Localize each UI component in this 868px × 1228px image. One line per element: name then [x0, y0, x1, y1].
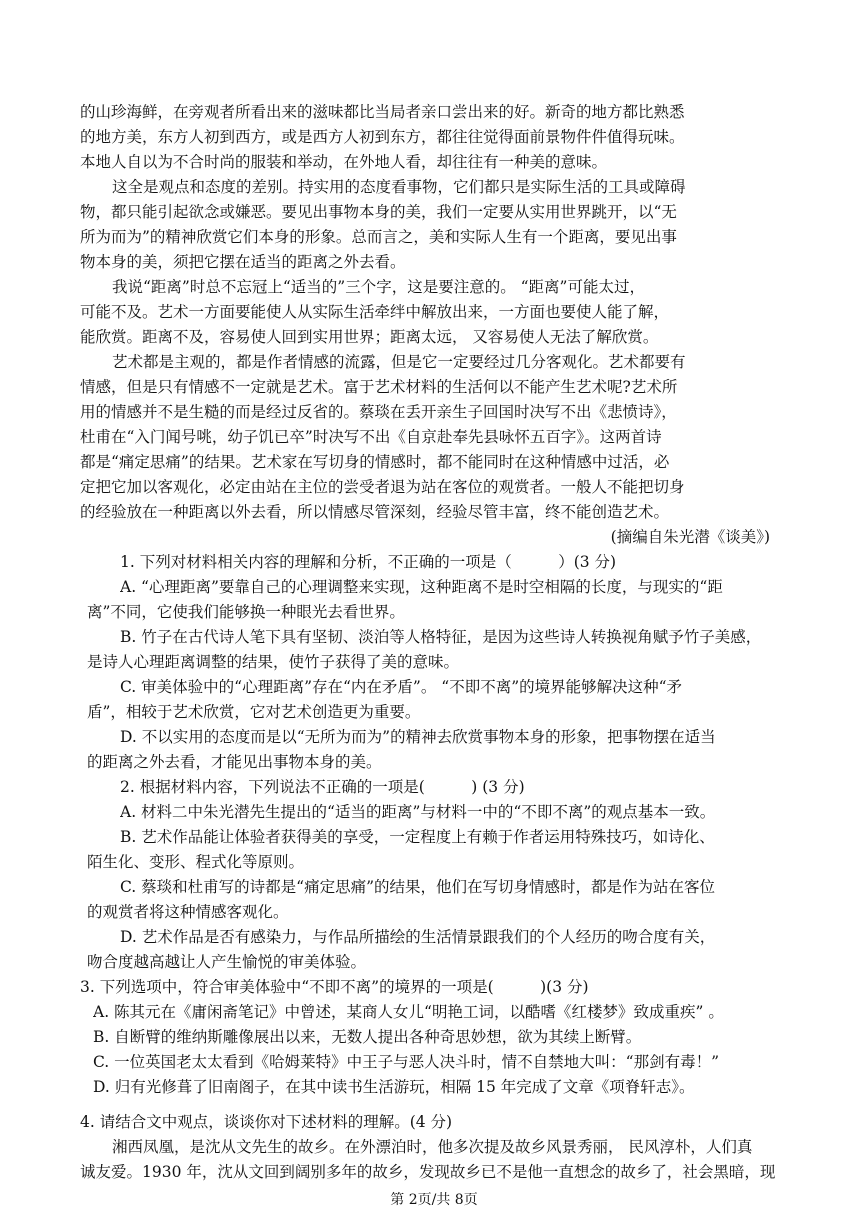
text-line: 的地方美，东方人初到西方，或是西方人初到东方，都往往觉得面前景物件件值得玩味。: [80, 128, 685, 146]
text-line: 本地人自以为不合时尚的服装和举动，在外地人看，却往往有一种美的意味。: [80, 153, 608, 171]
option-b: B. 竹子在古代诗人笔下具有坚韧、淡泊等人格特征，是因为这些诗人转换视角赋予竹子美感，: [120, 628, 762, 646]
text-line: 的经验放在一种距离以外去看，所以情感尽管深刻，经验尽管丰富，终不能创造艺术。: [80, 503, 670, 521]
text-line: 的山珍海鲜，在旁观者所看出来的滋味都比当局者亲口尝出来的好。新奇的地方都比熟悉: [80, 103, 685, 121]
question-2: 2. 根据材料内容，下列说法不正确的一项是( ) (3 分): [120, 778, 525, 796]
text-line: 情感，但是只有情感不一定就是艺术。富于艺术材料的生活何以不能产生艺术呢?艺术所: [80, 378, 678, 396]
text-line: 所为而为”的精神欣赏它们本身的形象。总而言之，美和实际人生有一个距离，要见出事: [80, 228, 677, 246]
option-c: C. 蔡琰和杜甫写的诗都是“痛定思痛”的结果，他们在写切身情感时，都是作为站在客位: [120, 878, 716, 896]
text-line: 杜甫在“入门闻号咷，幼子饥已卒”时决写不出《自京赴奉先县咏怀五百字》。这两首诗: [80, 428, 662, 446]
option-b: B. 自断臂的维纳斯雕像展出以来，无数人提出各种奇思妙想，欲为其续上断臂。: [93, 1028, 642, 1046]
page-number: 第 2页/共 8页: [390, 1192, 478, 1208]
text-line: 是诗人心理距离调整的结果，使竹子获得了美的意味。: [87, 653, 460, 671]
text-line: 我说“距离”时总不忘冠上“适当的”三个字，这是要注意的。 “距离”可能太过，: [112, 278, 645, 296]
option-a: A. 陈其元在《庸闲斋笔记》中曾述，某商人女儿“明艳工词，以酷嗜《红楼梦》致成重疾” 。: [93, 1003, 724, 1021]
question-4: 4. 请结合文中观点，谈谈你对下述材料的理解。(4 分): [80, 1113, 453, 1131]
option-c: C. 审美体验中的“心理距离”存在“内在矛盾”。 “不即不离”的境界能够解决这种“矛: [120, 678, 683, 696]
text-line: 可能不及。艺术一方面要能使人从实际生活牵绊中解放出来，一方面也要使人能了解，: [80, 303, 670, 321]
text-line: 物本身的美，须把它摆在适当的距离之外去看。: [80, 253, 406, 271]
text-line: 都是“痛定思痛”的结果。艺术家在写切身的情感时，都不能同时在这种情感中过活，必: [80, 453, 670, 471]
option-a: A. 材料二中朱光潜先生提出的“适当的距离”与材料一中的“不即不离”的观点基本一致。: [120, 803, 716, 821]
text-line: 艺术都是主观的，都是作者情感的流露，但是它一定要经过几分客观化。艺术都要有: [112, 353, 686, 371]
text-line: 陌生化、变形、程式化等原则。: [87, 853, 305, 871]
text-line: 的距离之外去看，才能见出事物本身的美。: [87, 753, 382, 771]
option-d: D. 不以实用的态度而是以“无所为而为”的精神去欣赏事物本身的形象，把事物摆在适当: [120, 728, 716, 746]
text-line: 这全是观点和态度的差别。持实用的态度看事物，它们都只是实际生活的工具或障碍: [112, 178, 686, 196]
text-line: 的观赏者将这种情感客观化。: [87, 903, 289, 921]
question-1: 1. 下列对材料相关内容的理解和分析，不正确的一项是（ ）(3 分): [120, 553, 617, 571]
text-line: 能欣赏。距离不及，容易使人回到实用世界；距离太远， 又容易使人无法了解欣赏。: [80, 328, 659, 346]
question-3: 3. 下列选项中，符合审美体验中“不即不离”的境界的一项是( )(3 分): [80, 978, 589, 996]
option-d: D. 艺术作品是否有感染力，与作品所描绘的生活情景跟我们的个人经历的吻合度有关，: [120, 928, 716, 946]
option-a: A. “心理距离”要靠自己的心理调整来实现，这种距离不是时空相隔的长度，与现实的“距: [120, 578, 723, 596]
option-d: D. 归有光修葺了旧南阁子，在其中读书生活游玩，相隔 15 年完成了文章《项脊轩志》。: [93, 1078, 695, 1096]
text-line: 吻合度越高越让人产生愉悦的审美体验。: [87, 953, 367, 971]
text-line: 诚友爱。1930 年，沈从文回到阔别多年的故乡，发现故乡已不是他一直想念的故乡了，社会黑暗，现: [80, 1163, 776, 1181]
text-line: 盾”，相较于艺术欣赏，它对艺术创造更为重要。: [87, 703, 421, 721]
text-line: 湘西凤凰，是沈从文先生的故乡。在外漂泊时，他多次提及故乡风景秀丽， 民风淳朴，人们真: [112, 1138, 753, 1156]
text-line: 离”不同，它使我们能够换一种眼光去看世界。: [87, 603, 405, 621]
option-b: B. 艺术作品能让体验者获得美的享受，一定程度上有赖于作者运用特殊技巧，如诗化、: [120, 828, 715, 846]
text-line: 定把它加以客观化，必定由站在主位的尝受者退为站在客位的观赏者。一般人不能把切身: [80, 478, 685, 496]
option-c: C. 一位英国老太太看到《哈姆莱特》中王子与恶人决斗时，情不自禁地大叫：“那剑有毒！”: [93, 1053, 720, 1071]
text-line: 用的情感并不是生糙的而是经过反省的。蔡琰在丢开亲生子回国时决写不出《悲愤诗》，: [80, 403, 677, 421]
source-citation: (摘编自朱光潜《谈美》): [610, 528, 770, 546]
text-line: 物，都只能引起欲念或嫌恶。要见出事物本身的美，我们一定要从实用世界跳开，以“无: [80, 203, 677, 221]
